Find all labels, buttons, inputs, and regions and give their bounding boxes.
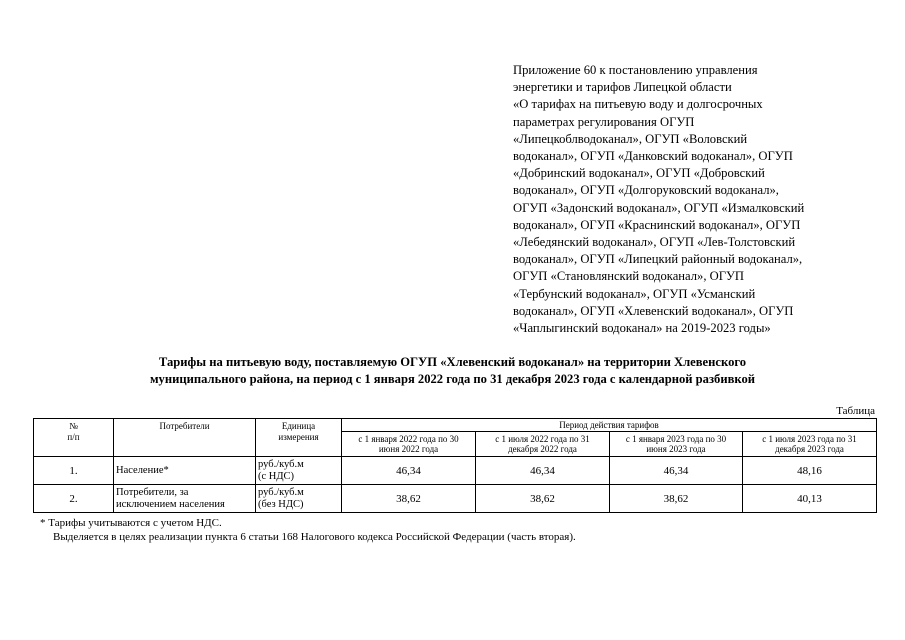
table-row bbox=[34, 457, 877, 485]
table-row bbox=[34, 485, 877, 513]
appendix-line: ОГУП «Задонский водоканал», ОГУП «Измалковский bbox=[513, 200, 805, 215]
appendix-line: «О тарифах на питьевую воду и долгосрочных bbox=[513, 97, 763, 112]
header-period-4 bbox=[743, 432, 877, 457]
appendix-line: «Липецкоблводоканал», ОГУП «Воловский bbox=[513, 131, 748, 146]
footnote-vat: * Тарифы учитываются с учетом НДС. bbox=[40, 517, 222, 529]
appendix-line: «Добринский водоканал», ОГУП «Добровский bbox=[513, 166, 765, 181]
tariff-table bbox=[33, 418, 877, 513]
document-title-line-2: муниципального района, на период с 1 января 2022 года по 31 декабря 2023 года с календарной разбивкой bbox=[149, 372, 756, 386]
appendix-line: «Лебедянский водоканал», ОГУП «Лев-Толстовский bbox=[513, 235, 796, 250]
header-period-line: с 1 июля 2023 года по 31 bbox=[762, 433, 857, 444]
tariff-value: 48,16 bbox=[743, 457, 877, 485]
header-num bbox=[34, 419, 114, 457]
tariff-value: 38,62 bbox=[610, 485, 743, 513]
row-unit-line: руб./куб.м bbox=[258, 458, 304, 470]
header-period-line: с 1 июля 2022 года по 31 bbox=[495, 433, 590, 444]
header-period-line: декабря 2022 года bbox=[508, 444, 577, 454]
appendix-line: водоканал», ОГУП «Липецкий районный водоканал», bbox=[513, 252, 803, 267]
row-consumer-line: Потребители, за bbox=[116, 486, 189, 498]
row-unit bbox=[256, 457, 342, 485]
header-period-line: июня 2023 года bbox=[646, 444, 706, 454]
table-caption: Таблица bbox=[836, 405, 875, 417]
row-consumer bbox=[114, 485, 256, 513]
appendix-line: «Чаплыгинский водоканал» на 2019-2023 годы» bbox=[513, 321, 771, 336]
document-title-line-1: Тарифы на питьевую воду, поставляемую ОГУП «Хлевенский водоканал» на территории Хлевенского bbox=[158, 355, 747, 369]
tariff-value: 46,34 bbox=[476, 457, 610, 485]
tariff-value: 38,62 bbox=[476, 485, 610, 513]
header-consumers: Потребители bbox=[114, 419, 256, 457]
appendix-line: Приложение 60 к постановлению управления bbox=[513, 63, 758, 77]
header-num-line: № bbox=[69, 421, 78, 431]
header-period: Период действия тарифов bbox=[342, 419, 877, 432]
row-unit-line: (без НДС) bbox=[258, 498, 304, 510]
appendix-line: водоканал», ОГУП «Хлевенский водоканал», ОГУП bbox=[513, 303, 794, 318]
header-period-line: с 1 января 2022 года по 30 bbox=[358, 433, 459, 444]
appendix-line: энергетики и тарифов Липецкой области bbox=[513, 80, 732, 95]
row-unit bbox=[256, 485, 342, 513]
header-unit-line: измерения bbox=[278, 431, 319, 442]
appendix-line: водоканал», ОГУП «Краснинский водоканал», ОГУП bbox=[513, 217, 801, 232]
row-unit-line: руб./куб.м bbox=[258, 486, 304, 498]
row-consumer: Население* bbox=[114, 457, 256, 485]
header-unit-line: Единица bbox=[281, 421, 316, 431]
header-num-line: п/п bbox=[67, 431, 80, 442]
header-unit bbox=[256, 419, 342, 457]
document-title bbox=[40, 354, 865, 388]
header-period-3 bbox=[610, 432, 743, 457]
header-period-line: с 1 января 2023 года по 30 bbox=[625, 433, 727, 444]
footnote-tax-code: Выделяется в целях реализации пункта 6 статьи 168 Налогового кодекса Российской Федерации (часть вторая). bbox=[53, 531, 576, 543]
header-period-1 bbox=[342, 432, 476, 457]
appendix-line: водоканал», ОГУП «Долгоруковский водоканал», bbox=[513, 183, 779, 198]
tariff-value: 40,13 bbox=[743, 485, 877, 513]
header-period-2 bbox=[476, 432, 610, 457]
row-unit-line: (с НДС) bbox=[258, 470, 295, 482]
appendix-note bbox=[513, 62, 873, 337]
tariff-value: 38,62 bbox=[342, 485, 476, 513]
row-num: 1. bbox=[34, 457, 114, 485]
row-consumer-line: исключением населения bbox=[116, 498, 225, 510]
appendix-line: водоканал», ОГУП «Данковский водоканал», ОГУП bbox=[513, 149, 793, 164]
header-period-line: декабря 2023 года bbox=[775, 444, 844, 454]
appendix-line: «Тербунский водоканал», ОГУП «Усманский bbox=[513, 286, 756, 301]
appendix-line: ОГУП «Становлянский водоканал», ОГУП bbox=[513, 269, 745, 284]
tariff-value: 46,34 bbox=[610, 457, 743, 485]
row-num: 2. bbox=[34, 485, 114, 513]
tariff-value: 46,34 bbox=[342, 457, 476, 485]
header-period-line: июня 2022 года bbox=[378, 444, 439, 454]
appendix-line: параметрах регулирования ОГУП bbox=[513, 114, 695, 129]
